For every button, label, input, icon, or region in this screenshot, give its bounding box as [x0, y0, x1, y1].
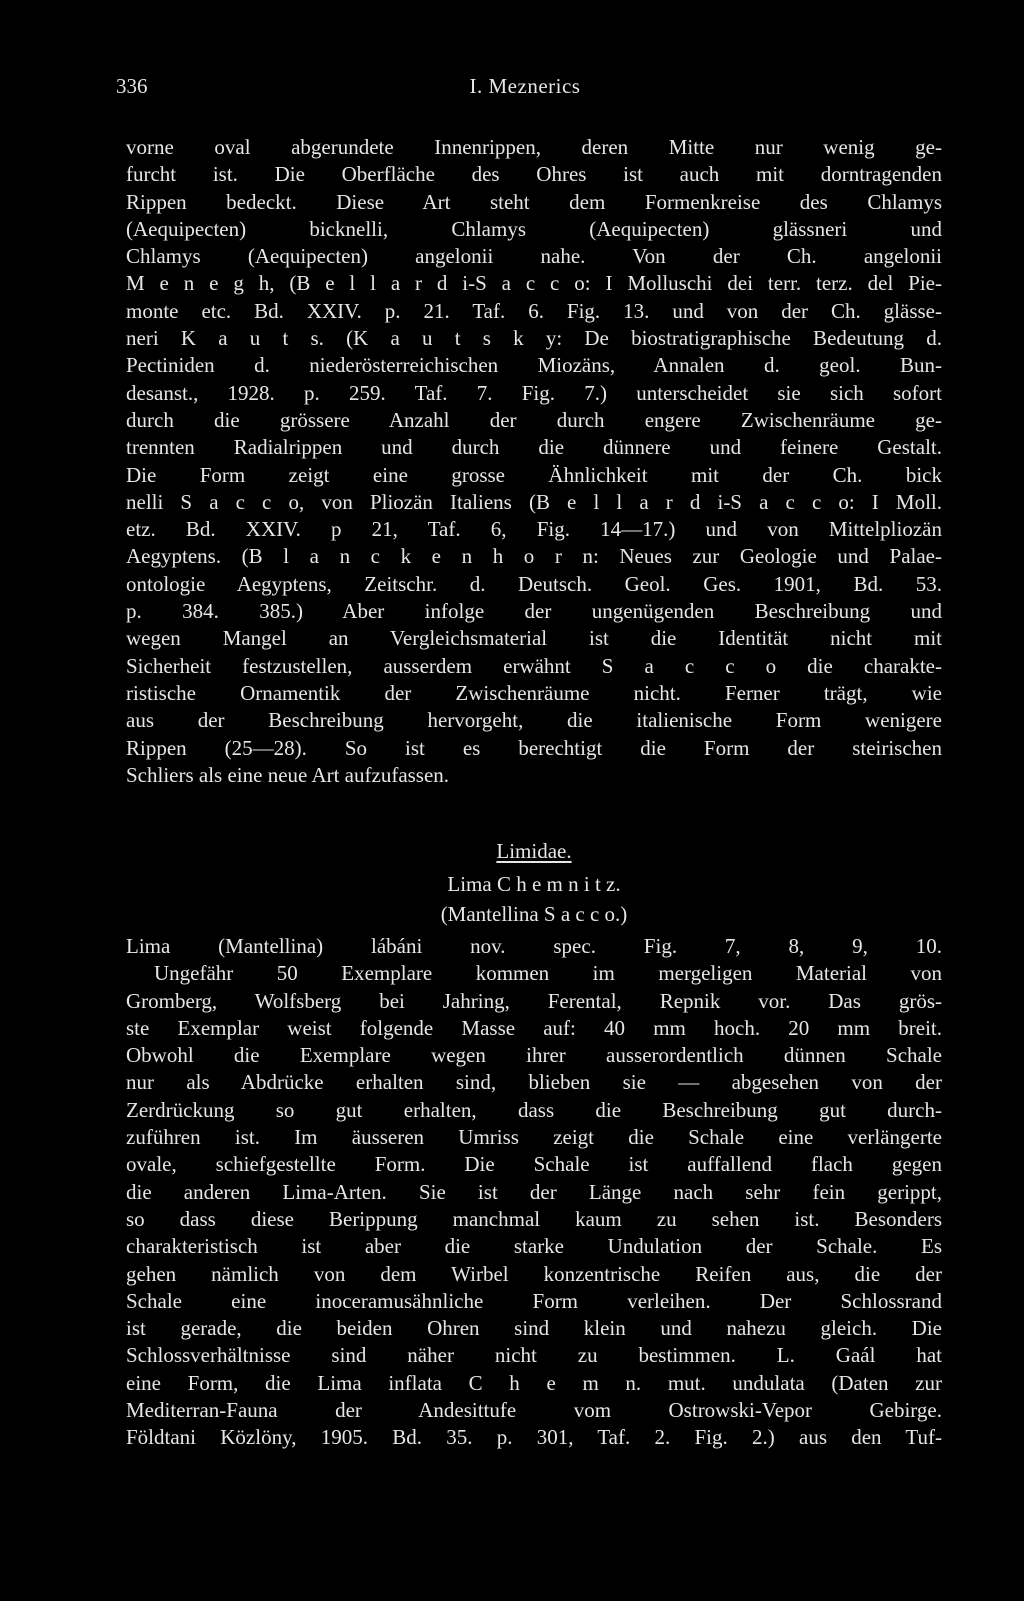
text-line: Ungefähr 50 Exemplare kommen im mergeligen Material von — [154, 961, 942, 986]
text-line: Die Form zeigt eine grosse Ähnlichkeit mit der Ch. bick — [126, 462, 942, 487]
text-line: furcht ist. Die Oberfläche des Ohres ist auch mit dorntragenden — [126, 162, 942, 187]
text-line: Schlossverhältnisse sind näher nicht zu bestimmen. L. Gaál hat — [126, 1343, 942, 1368]
text-line: p. 384. 385.) Aber infolge der ungenügenden Beschreibung und — [126, 599, 942, 624]
text-line: Aegyptens. (B l a n c k e n h o r n: Neues zur Geologie und Palae- — [126, 544, 942, 569]
running-head: I. Meznerics — [469, 74, 581, 98]
text-line: ste Exemplar weist folgende Masse auf: 40 mm hoch. 20 mm breit. — [126, 1015, 942, 1040]
text-line: M e n e g h, (B e l l a r d i-S a c c o: I Molluschi dei terr. terz. del Pie- — [126, 271, 942, 296]
text-line: die anderen Lima-Arten. Sie ist der Länge nach sehr fein gerippt, — [126, 1179, 942, 1204]
body-paragraph-1 — [126, 134, 942, 789]
text-line: nelli S a c c o, von Pliozän Italiens (B e l l a r d i-S a c c o: I Moll. — [126, 489, 942, 514]
text-line: gehen nämlich von dem Wirbel konzentrische Reifen aus, die der — [126, 1261, 942, 1286]
text-line: Schale eine inoceramusähnliche Form verleihen. Der Schlossrand — [126, 1288, 942, 1313]
page-header — [116, 74, 934, 104]
text-line: neri K a u t s. (K a u t s k y: De biostratigraphische Bedeutung d. — [126, 326, 942, 351]
text-line: monte etc. Bd. XXIV. p. 21. Taf. 6. Fig. 13. und von der Ch. glässe- — [126, 298, 942, 323]
text-line: zuführen ist. Im äusseren Umriss zeigt die Schale eine verlängerte — [126, 1125, 942, 1150]
text-line: vorne oval abgerundete Innenrippen, deren Mitte nur wenig ge- — [126, 135, 942, 159]
text-line: Gromberg, Wolfsberg bei Jahring, Ferental, Repnik vor. Das grös- — [126, 988, 942, 1013]
genus-heading: Lima C h e m n i t z. — [447, 872, 621, 896]
text-line: Sicherheit festzustellen, ausserdem erwähnt S a c c o die charakte- — [126, 653, 942, 678]
text-line: Lima (Mantellina) lábáni nov. spec. Fig. 7, 8, 9, 10. — [126, 934, 942, 958]
text-line: aus der Beschreibung hervorgeht, die italienische Form wenigere — [126, 708, 942, 733]
text-line: ovale, schiefgestellte Form. Die Schale ist auffallend flach gegen — [126, 1152, 942, 1177]
text-line: Schliers als eine neue Art aufzufassen. — [126, 762, 450, 787]
text-line: Mediterran-Fauna der Andesittufe vom Ostrowski-Vepor Gebirge. — [126, 1398, 942, 1423]
text-line: Rippen bedeckt. Diese Art steht dem Formenkreise des Chlamys — [126, 189, 942, 214]
text-line: desanst., 1928. p. 259. Taf. 7. Fig. 7.) unterscheidet sie sich sofort — [126, 380, 942, 405]
text-line: ristische Ornamentik der Zwischenräume nicht. Ferner trägt, wie — [126, 680, 942, 705]
text-line: ist gerade, die beiden Ohren sind klein und nahezu gleich. Die — [126, 1316, 942, 1341]
text-line: Zerdrückung so gut erhalten, dass die Beschreibung gut durch- — [126, 1097, 942, 1122]
text-line: wegen Mangel an Vergleichsmaterial ist die Identität nicht mit — [126, 626, 942, 651]
text-line: Pectiniden d. niederösterreichischen Miozäns, Annalen d. geol. Bun- — [126, 353, 942, 378]
text-line: ontologie Aegyptens, Zeitschr. d. Deutsch. Geol. Ges. 1901, Bd. 53. — [126, 571, 942, 596]
text-line: Rippen (25—28). So ist es berechtigt die Form der steirischen — [126, 735, 942, 760]
text-line: charakteristisch ist aber die starke Undulation der Schale. Es — [126, 1234, 942, 1259]
text-line: nur als Abdrücke erhalten sind, blieben sie — abgesehen von der — [126, 1070, 942, 1095]
subgenus-heading: (Mantellina S a c c o.) — [440, 902, 628, 926]
body-paragraph-2 — [126, 933, 942, 1452]
text-line: Obwohl die Exemplare wegen ihrer ausserordentlich dünnen Schale — [126, 1043, 942, 1068]
family-heading-text: Limidae. — [496, 839, 572, 863]
text-line: Földtani Közlöny, 1905. Bd. 35. p. 301, Taf. 2. Fig. 2.) aus den Tuf- — [126, 1425, 942, 1450]
text-line: eine Form, die Lima inflata C h e m n. mut. undulata (Daten zur — [126, 1370, 942, 1395]
page-number: 336 — [116, 74, 148, 98]
text-line: Chlamys (Aequipecten) angelonii nahe. Von der Ch. angelonii — [126, 244, 942, 269]
text-line: durch die grössere Anzahl der durch engere Zwischenräume ge- — [126, 407, 942, 432]
family-heading — [126, 838, 942, 865]
text-line: etz. Bd. XXIV. p 21, Taf. 6, Fig. 14—17.) und von Mittelpliozän — [126, 517, 942, 542]
text-line: trennten Radialrippen und durch die dünnere und feinere Gestalt. — [126, 435, 942, 460]
text-line: so dass diese Berippung manchmal kaum zu sehen ist. Besonders — [126, 1206, 942, 1231]
text-line: (Aequipecten) bicknelli, Chlamys (Aequipecten) glässneri und — [126, 216, 942, 241]
